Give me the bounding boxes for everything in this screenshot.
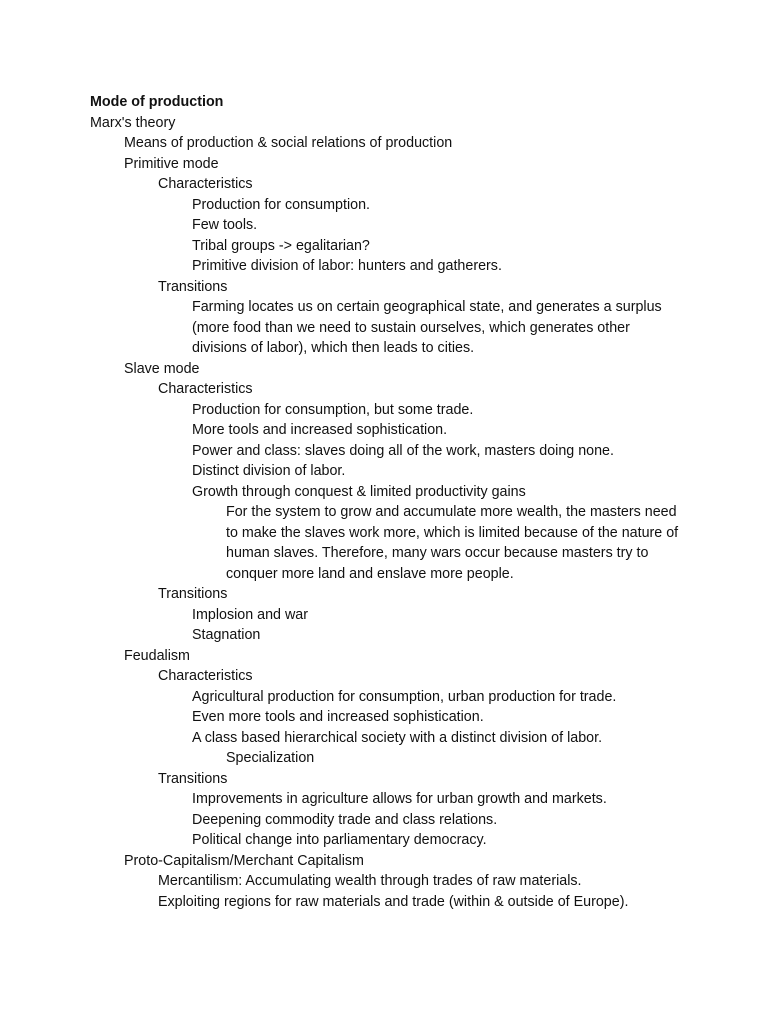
outline-item: Slave mode xyxy=(124,360,200,377)
outline-item: Even more tools and increased sophistication. xyxy=(192,709,484,725)
outline-item: Growth through conquest & limited productivity gains xyxy=(192,483,526,500)
outline-item: Implosion and war xyxy=(192,606,309,623)
outline-item: Primitive mode xyxy=(124,155,219,172)
outline-item: Characteristics xyxy=(158,668,253,684)
outline-item: Stagnation xyxy=(192,627,261,643)
outline-item: Production for consumption. xyxy=(192,196,371,213)
outline-item: Distinct division of labor. xyxy=(192,463,346,479)
outline-item: More tools and increased sophistication. xyxy=(192,422,448,438)
outline-item: Transitions xyxy=(158,278,228,295)
outline-item: Tribal groups -> egalitarian? xyxy=(192,237,370,254)
outline-item: Power and class: slaves doing all of the work, masters doing none. xyxy=(192,442,614,459)
outline-item: A class based hierarchical society with a distinct division of labor. xyxy=(192,729,603,746)
outline-item: Transitions xyxy=(158,586,228,602)
outline-item: Characteristics xyxy=(158,176,253,192)
outline-item: Exploiting regions for raw materials and trade (within & outside of Europe). xyxy=(158,893,629,910)
outline-paragraph: Farming locates us on certain geographical state, and generates a surplus (more food than we need to sustain ourselves, which generates other divisions of labor), which then leads to cities. xyxy=(192,299,662,356)
outline-item: Political change into parliamentary democracy. xyxy=(192,832,487,848)
document-title: Mode of production xyxy=(90,94,224,110)
outline-paragraph: For the system to grow and accumulate more wealth, the masters need to make the slaves work more, which is limited because of the nature of human slaves. Therefore, many wars occur because masters try to conquer more land and enslave more people. xyxy=(226,504,679,582)
outline-content xyxy=(90,92,730,912)
outline-item: Production for consumption, but some trade. xyxy=(192,401,474,418)
outline-item: Few tools. xyxy=(192,217,258,233)
outline-item: Agricultural production for consumption, urban production for trade. xyxy=(192,688,617,705)
outline-item: Feudalism xyxy=(124,647,190,664)
outline-item: Proto-Capitalism/Merchant Capitalism xyxy=(124,852,364,869)
outline-item: Improvements in agriculture allows for urban growth and markets. xyxy=(192,791,607,807)
outline-item: Marx's theory xyxy=(90,114,176,131)
outline-item: Primitive division of labor: hunters and gatherers. xyxy=(192,258,502,274)
outline-item: Means of production & social relations of production xyxy=(124,135,453,151)
outline-item: Specialization xyxy=(226,750,315,766)
outline-item: Deepening commodity trade and class relations. xyxy=(192,811,498,828)
outline-item: Mercantilism: Accumulating wealth through trades of raw materials. xyxy=(158,873,582,889)
outline-item: Transitions xyxy=(158,770,228,787)
outline-item: Characteristics xyxy=(158,381,253,397)
